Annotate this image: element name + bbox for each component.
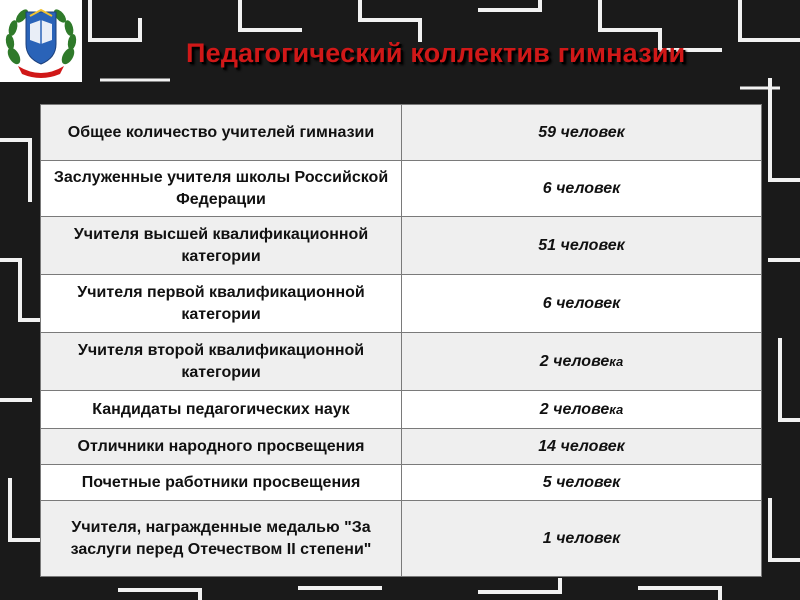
count-cell xyxy=(402,501,762,577)
count-value: 5 человек xyxy=(542,473,621,491)
table-row xyxy=(41,161,762,217)
count-value: 51 человек xyxy=(538,236,625,254)
count-value: 2 челове xyxy=(539,400,610,418)
count-cell xyxy=(402,429,762,465)
staff-table xyxy=(40,104,762,577)
category-cell: Кандидаты педагогических наук xyxy=(41,391,402,429)
count-value: 6 человек xyxy=(542,294,621,312)
table-row xyxy=(41,105,762,161)
category-cell: Общее количество учителей гимназии xyxy=(41,105,402,161)
category-cell: Учителя второй квалификационной категории xyxy=(41,333,402,391)
table-row xyxy=(41,501,762,577)
count-cell xyxy=(402,391,762,429)
category-cell: Учителя высшей квалификационной категории xyxy=(41,217,402,275)
count-cell xyxy=(402,217,762,275)
table-row xyxy=(41,465,762,501)
gymnasium-wreath-emblem-icon xyxy=(0,0,82,82)
count-cell xyxy=(402,333,762,391)
count-suffix: ка xyxy=(609,401,624,417)
table-row xyxy=(41,333,762,391)
count-cell xyxy=(402,105,762,161)
table-row xyxy=(41,217,762,275)
count-cell xyxy=(402,161,762,217)
count-value: 6 человек xyxy=(542,179,621,197)
table-row xyxy=(41,391,762,429)
count-value: 1 человек xyxy=(542,529,621,547)
category-cell: Учителя первой квалификационной категории xyxy=(41,275,402,333)
category-cell: Заслуженные учителя школы Российской Федерации xyxy=(41,161,402,217)
category-cell: Почетные работники просвещения xyxy=(41,465,402,501)
count-value: 14 человек xyxy=(538,437,625,455)
count-cell xyxy=(402,465,762,501)
count-value: 2 челове xyxy=(539,352,610,370)
category-cell: Отличники народного просвещения xyxy=(41,429,402,465)
page-title: Педагогический коллектив гимназии xyxy=(186,38,686,68)
count-cell xyxy=(402,275,762,333)
table-row xyxy=(41,275,762,333)
count-value: 59 человек xyxy=(538,123,625,141)
table-row xyxy=(41,429,762,465)
category-cell: Учителя, награжденные медалью "За заслуги перед Отечеством II степени" xyxy=(41,501,402,577)
count-suffix: ка xyxy=(609,353,624,369)
